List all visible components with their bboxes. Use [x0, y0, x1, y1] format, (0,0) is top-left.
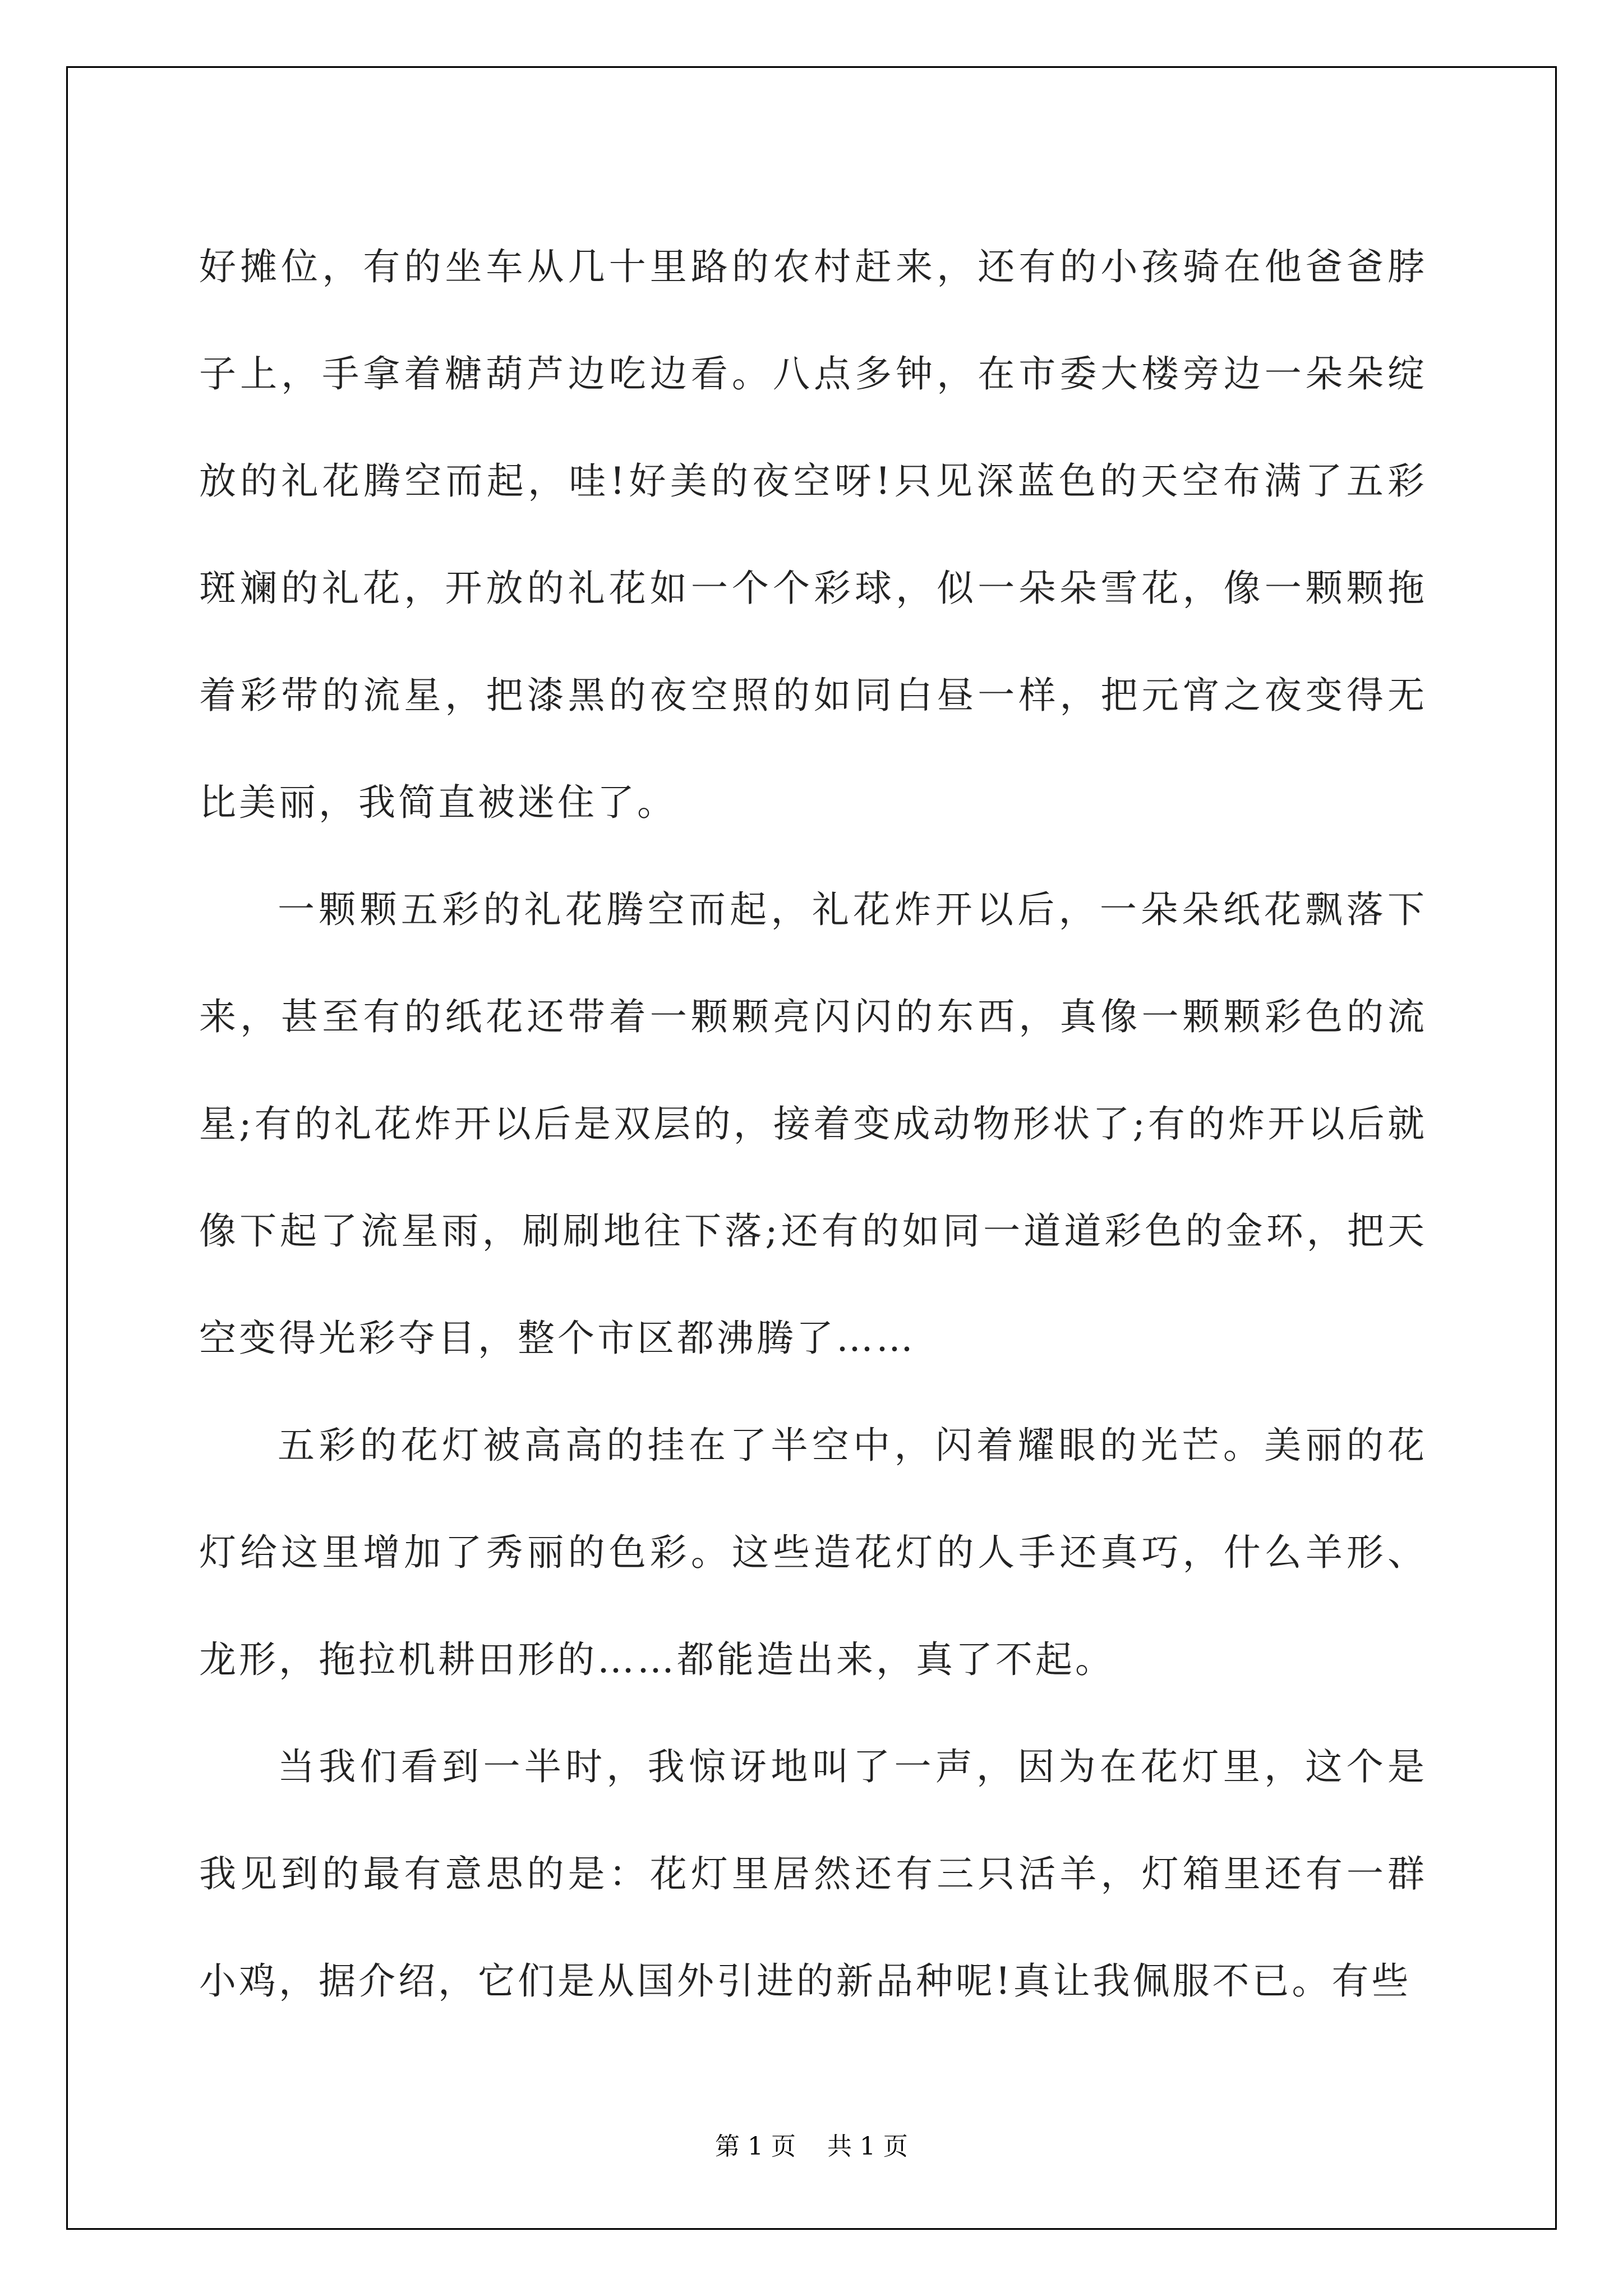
- paragraph-4: 当我们看到一半时，我惊讶地叫了一声，因为在花灯里，这个是我见到的最有意思的是：花灯里居然还有三只活羊，灯箱里还有一群小鸡，据介绍，它们是从国外引进的新品种呢!真让我佩服不已。有些: [199, 1745, 1427, 2003]
- paragraph-3: 五彩的花灯被高高的挂在了半空中，闪着耀眼的光芒。美丽的花灯给这里增加了秀丽的色彩。这些造花灯的人手还真巧，什么羊形、龙形，拖拉机耕田形的……都能造出来，真了不起。: [199, 1424, 1427, 1681]
- page-footer: [0, 2126, 1623, 2162]
- page-total: 共 1 页: [827, 2132, 908, 2161]
- paragraph-2: 一颗颗五彩的礼花腾空而起，礼花炸开以后，一朵朵纸花飘落下来，甚至有的纸花还带着一颗颗亮闪闪的东西，真像一颗颗彩色的流星;有的礼花炸开以后是双层的，接着变成动物形状了;有的炸开以后就像下起了流星雨，刷刷地往下落;还有的如同一道道彩色的金环，把天空变得光彩夺目，整个市区都沸腾了……: [199, 888, 1427, 1360]
- paragraph-1: 好摊位，有的坐车从几十里路的农村赶来，还有的小孩骑在他爸爸脖子上，手拿着糖葫芦边吃边看。八点多钟，在市委大楼旁边一朵朵绽放的礼花腾空而起，哇!好美的夜空呀!只见深蓝色的天空布满了五彩斑斓的礼花，开放的礼花如一个个彩球，似一朵朵雪花，像一颗颗拖着彩带的流星，把漆黑的夜空照的如同白昼一样，把元宵之夜变得无比美丽，我简直被迷住了。: [199, 245, 1427, 824]
- document-body: [199, 213, 1427, 2035]
- page-number: 第 1 页: [715, 2132, 796, 2161]
